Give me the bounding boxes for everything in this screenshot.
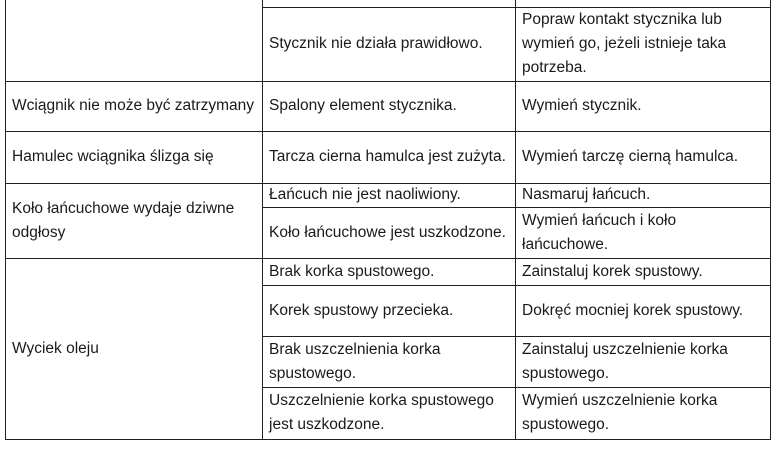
remedy-cell: [515, 207, 770, 258]
cause-cell: [262, 81, 515, 131]
cause-cell-text: Koło łańcuchowe jest uszkodzone.: [269, 223, 506, 241]
remedy-cell: [515, 0, 770, 7]
remedy-cell: [515, 7, 770, 81]
problem-cell-text: Wyciek oleju: [12, 339, 99, 357]
cause-cell: [262, 285, 515, 336]
cause-cell: [262, 131, 515, 183]
remedy-cell-text: Popraw kontakt stycznika lub wymień go, jeżeli istnieje taka potrzeba.: [522, 11, 727, 76]
remedy-cell-text: Zainstaluj uszczelnienie korka spustowego.: [522, 340, 728, 382]
remedy-cell: [515, 258, 770, 285]
remedy-cell-text: Wymień łańcuch i koło łańcuchowe.: [522, 211, 677, 253]
cause-cell: [262, 207, 515, 258]
remedy-cell: [515, 183, 770, 207]
remedy-cell-text: Zainstaluj korek spustowy.: [522, 262, 703, 280]
cause-cell: [262, 387, 515, 439]
cause-cell: [262, 183, 515, 207]
cause-cell-text: Tarcza cierna hamulca jest zużyta.: [269, 148, 506, 165]
problem-cell-text: Wciągnik nie może być zatrzymany: [12, 97, 255, 114]
problem-cell-text: Hamulec wciągnika ślizga się: [12, 148, 214, 165]
remedy-cell-text: Wymień uszczelnienie korka spustowego.: [522, 392, 718, 433]
cause-cell-text: Korek spustowy przecieka.: [269, 301, 454, 319]
column-divider: [5, 0, 6, 440]
remedy-cell: [515, 285, 770, 336]
remedy-cell-text: Nasmaruj łańcuch.: [522, 186, 651, 203]
cause-cell-text: Brak korka spustowego.: [269, 262, 435, 280]
column-divider: [515, 0, 516, 440]
problem-cell: [5, 183, 262, 258]
remedy-cell: [515, 131, 770, 183]
remedy-cell: [515, 336, 770, 387]
problem-cell-text: Koło łańcuchowe wydaje dziwne odgłosy: [12, 199, 235, 241]
problem-cell: [5, 131, 262, 183]
cause-cell: [262, 258, 515, 285]
remedy-cell-text: Wymień tarczę cierną hamulca.: [522, 148, 739, 165]
problem-cell: [5, 0, 262, 81]
cause-cell: [262, 336, 515, 387]
cause-cell-text: Łańcuch nie jest naoliwiony.: [269, 186, 461, 203]
remedy-cell-text: Wymień stycznik.: [522, 97, 642, 114]
problem-cell: [5, 81, 262, 131]
remedy-cell-text: Dokręć mocniej korek spustowy.: [522, 301, 744, 319]
cause-cell-text: Uszczelnienie korka spustowego jest uszkodzone.: [269, 392, 494, 433]
cause-cell: [262, 7, 515, 81]
row-divider: [5, 439, 771, 440]
column-divider: [770, 0, 771, 440]
cause-cell-text: Brak uszczelnienia korka spustowego.: [269, 340, 441, 382]
problem-cell: [5, 258, 262, 439]
cause-cell-text: Spalony element stycznika.: [269, 97, 457, 114]
cause-cell-text: Stycznik nie działa prawidłowo.: [269, 35, 483, 52]
cause-cell: [262, 0, 515, 7]
remedy-cell: [515, 387, 770, 439]
column-divider: [262, 0, 263, 440]
troubleshooting-table: [5, 0, 771, 448]
remedy-cell: [515, 81, 770, 131]
